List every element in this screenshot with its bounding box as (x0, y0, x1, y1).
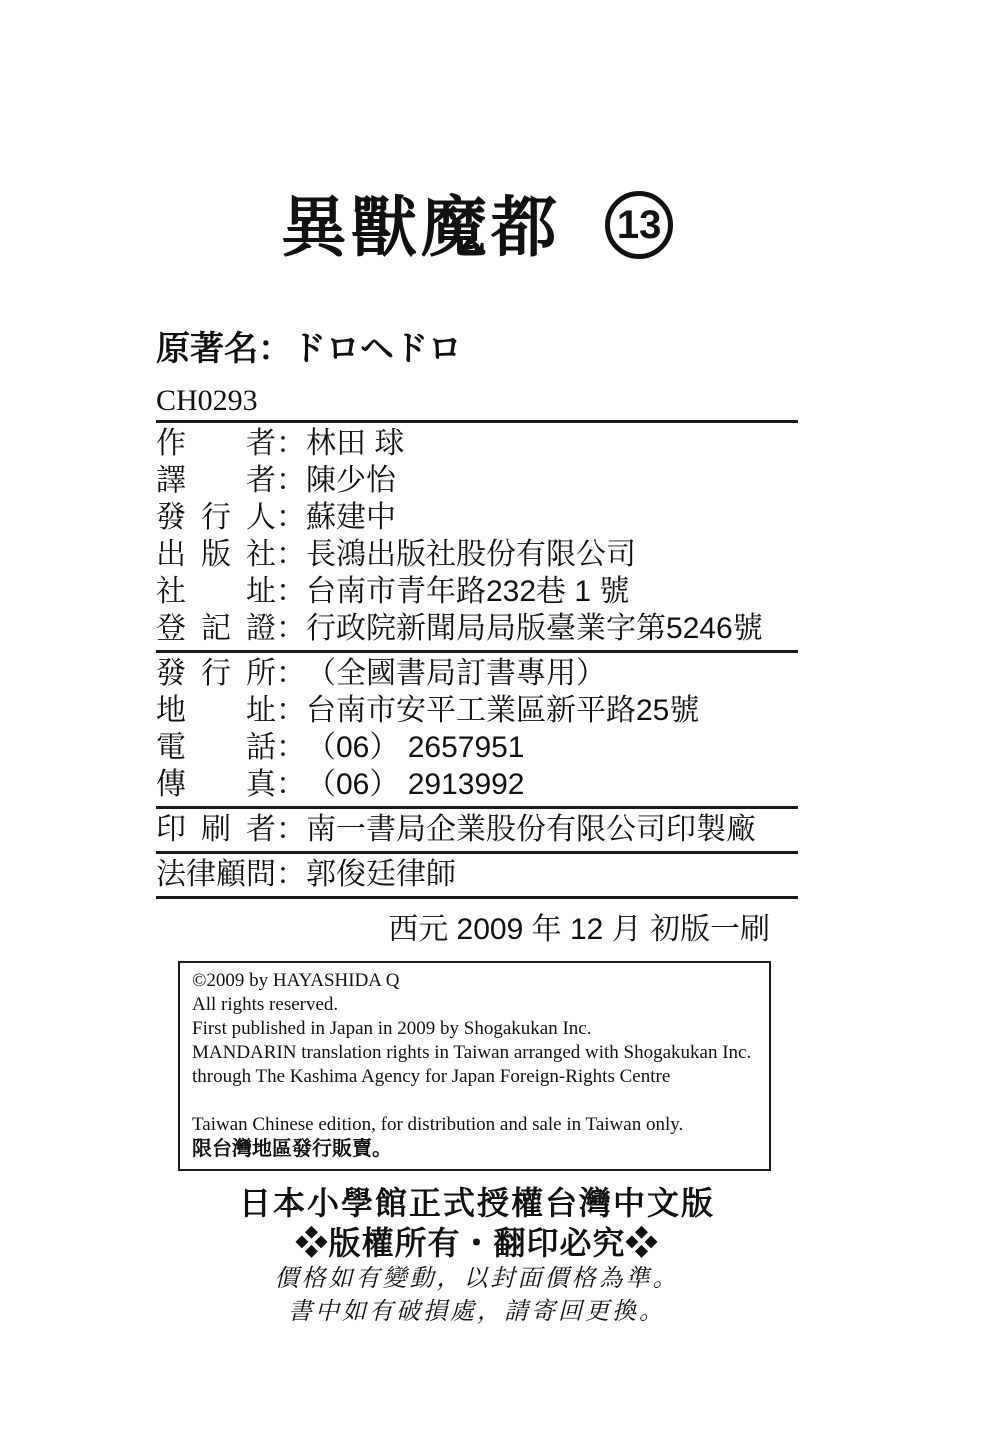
info-row-value: 台南市青年路232巷 1 號 (306, 574, 630, 608)
label-colon: ： (276, 426, 306, 460)
price-notice: 價格如有變動，以封面價格為準。 (274, 1265, 680, 1292)
info-row-legal-advisor (156, 856, 798, 893)
volume-number: 13 (616, 202, 662, 247)
info-row-value: 蘇建中 (306, 500, 396, 534)
rights-reserved-statement: ❖版權所有・翻印必究❖ (295, 1224, 659, 1261)
info-row-label: 法律顧問 (156, 857, 276, 891)
original-title-label: 原著名 (156, 329, 258, 368)
copyright-line: through The Kashima Agency for Japan Foreign-Rights Centre (192, 1065, 671, 1087)
info-row-value: 南一書局企業股份有限公司印製廠 (306, 812, 756, 846)
publisher-info-group (156, 423, 798, 653)
info-row-translator (156, 462, 798, 499)
original-title-value: ドロヘドロ (292, 329, 462, 368)
label-colon: ： (276, 857, 306, 891)
label-colon: ： (276, 812, 306, 846)
info-row-value: （全國書局訂書專用） (306, 656, 606, 690)
label-colon: ： (276, 574, 306, 608)
info-row-label: 印刷者 (156, 812, 276, 846)
printer-group (156, 809, 798, 854)
info-row-distributor (156, 655, 798, 692)
label-colon: ： (276, 767, 306, 801)
info-row-value: 台南市安平工業區新平路25號 (306, 693, 700, 727)
info-row-fax (156, 766, 798, 803)
info-row-label: 發行人 (156, 500, 276, 534)
copyright-line: First published in Japan in 2009 by Shogakukan Inc. (192, 1017, 592, 1039)
damage-replacement-notice: 書中如有破損處，請寄回更換。 (288, 1298, 666, 1325)
info-row-label: 發行所 (156, 656, 276, 690)
info-row-label: 作者 (156, 426, 276, 460)
catalog-code: CH0293 (156, 385, 798, 423)
license-statement: 日本小學館正式授權台灣中文版 (238, 1184, 715, 1221)
label-colon: ： (276, 611, 306, 645)
info-row-printer (156, 811, 798, 848)
copyright-line: Taiwan Chinese edition, for distribution and sale in Taiwan only. (192, 1113, 684, 1135)
info-row-label: 傳真 (156, 767, 276, 801)
info-row-label: 電話 (156, 730, 276, 764)
info-row-label: 登記證 (156, 611, 276, 645)
info-row-address (156, 692, 798, 729)
info-row-publisher (156, 536, 798, 573)
info-row-label: 譯者 (156, 463, 276, 497)
original-title-colon: ： (258, 329, 292, 368)
book-title-text: 異獸魔都 (280, 190, 561, 264)
footer (156, 1183, 798, 1329)
copyright-line-taiwan-only: 限台灣地區發行販賣。 (192, 1137, 392, 1160)
label-colon: ： (276, 500, 306, 534)
info-row-value: （06） 2913992 (306, 767, 525, 801)
edition-date-line: 西元 2009 年 12 月 初版一刷 (388, 912, 770, 946)
label-colon: ： (276, 463, 306, 497)
info-row-company-address (156, 573, 798, 610)
info-row-value: 長鴻出版社股份有限公司 (306, 537, 636, 571)
original-title-line (156, 329, 798, 369)
colophon-content (156, 0, 798, 1329)
info-row-label: 地址 (156, 693, 276, 727)
copyright-box (178, 961, 771, 1171)
copyright-line: ©2009 by HAYASHIDA Q (192, 969, 400, 991)
label-colon: ： (276, 656, 306, 690)
info-row-label: 社址 (156, 574, 276, 608)
label-colon: ： (276, 730, 306, 764)
info-row-label: 出版社 (156, 537, 276, 571)
volume-circle (605, 191, 673, 259)
info-row-phone (156, 729, 798, 766)
legal-group (156, 854, 798, 899)
info-row-value: 郭俊廷律師 (306, 857, 456, 891)
label-colon: ： (276, 693, 306, 727)
copyright-line: All rights reserved. (192, 993, 339, 1015)
info-row-value: 行政院新聞局局版臺業字第5246號 (306, 611, 763, 645)
info-row-value: 陳少怡 (306, 463, 396, 497)
info-row-value: 林田 球 (306, 426, 405, 460)
book-title (156, 188, 798, 267)
info-row-value: （06） 2657951 (306, 730, 525, 764)
info-row-registration (156, 610, 798, 647)
copyright-line: MANDARIN translation rights in Taiwan arranged with Shogakukan Inc. (192, 1041, 752, 1063)
info-row-issuer (156, 499, 798, 536)
distribution-info-group (156, 653, 798, 809)
label-colon: ： (276, 537, 306, 571)
copyright-line-blank (192, 1089, 757, 1113)
info-row-author (156, 425, 798, 462)
